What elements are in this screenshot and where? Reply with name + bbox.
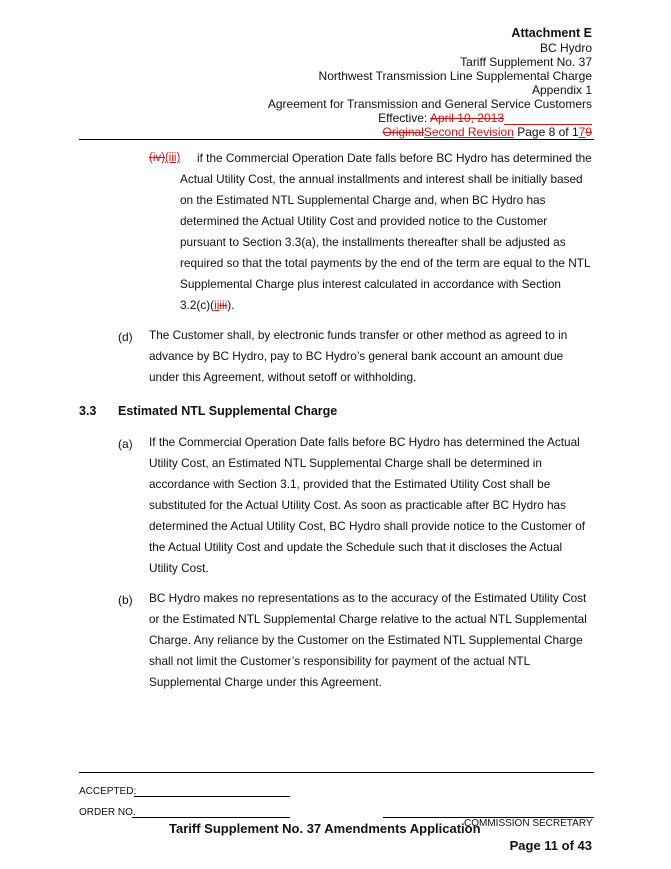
- item-iii-text-end: ).: [227, 298, 235, 312]
- effective-line: [378, 111, 592, 125]
- page-digit-deleted: 9: [585, 125, 592, 139]
- footer-page-number: Page 11 of 43: [509, 838, 592, 853]
- appendix-label: Appendix 1: [531, 83, 592, 97]
- item-a-paragraph: If the Commercial Operation Date falls before BC Hydro has determined the Actual Utility Cost, an Estimated NTL Supplemental Charge shall be determined in accordance with Section 3.1, provided that the Estimated Utility Cost shall be substituted for the Actual Utility Cost. As soon as practicable after BC Hydro has determined the Actual Utility Cost, BC Hydro shall provide notice to the Customer of the Actual Utility Cost and update the Schedule such that it discloses the Actual Utility Cost.: [149, 435, 586, 575]
- tariff-label: Tariff Supplement No. 37: [460, 55, 592, 69]
- item-iii-label: [149, 152, 180, 164]
- item-b-label: (b): [118, 593, 133, 607]
- effective-label: Effective:: [378, 111, 430, 125]
- revision-inserted: Second Revision: [423, 125, 514, 139]
- section-number: 3.3: [79, 404, 97, 418]
- revision-line: [382, 125, 592, 139]
- item-label-deleted: (iv): [149, 152, 165, 164]
- section-ref-deleted: iii: [219, 298, 228, 312]
- agreement-title: Agreement for Transmission and General Service Customers: [267, 97, 592, 111]
- item-d-paragraph: The Customer shall, by electronic funds transfer or other method as agreed to in advance by BC Hydro, pay to BC Hydro’s general bank account an amount due under this Agreement, without setoff or withholding.: [149, 328, 568, 384]
- footer-document-title: Tariff Supplement No. 37 Amendments Application: [169, 821, 481, 836]
- accepted-signature-line: [134, 796, 290, 797]
- item-iii-text: if the Commercial Operation Date falls before BC Hydro has determined the Actual Utility Cost, the annual installments and interest shall be initially based on the Estimated NTL Supplemental Charge and, when BC Hydro has determined the Actual Utility Cost and provided notice to the Customer pursuant to Section 3.3(a), the installments thereafter shall be adjusted as required so that the total payments by the end of the term are equal to the NTL Supplemental Charge plus interest calculated in accordance with Section 3.2(c)(: [180, 151, 592, 312]
- section-title: Estimated NTL Supplemental Charge: [118, 404, 338, 418]
- item-a-label: (a): [118, 437, 133, 451]
- effective-date-deleted: April 10, 2013: [429, 111, 504, 125]
- company-name: BC Hydro: [539, 41, 592, 55]
- section-ref-inserted: ii: [214, 298, 220, 312]
- order-no-line: [132, 817, 290, 818]
- item-label-inserted: (iii): [164, 152, 181, 164]
- accepted-label: ACCEPTED:: [79, 786, 137, 797]
- page-digit-inserted: 7: [578, 125, 586, 139]
- item-b-paragraph: BC Hydro makes no representations as to the accuracy of the Estimated Utility Cost or the Estimated NTL Supplemental Charge relative to the actual NTL Supplemental Charge. Any reliance by the Customer on the Estimated NTL Supplemental Charge shall not limit the Customer’s responsibility for payment of the actual NTL Supplemental Charge under this Agreement.: [149, 591, 587, 689]
- header-rule: [79, 139, 594, 140]
- page-of-label: Page 8 of 1: [513, 125, 579, 139]
- attachment-label: Attachment E: [511, 26, 592, 40]
- footer-rule: [79, 772, 594, 773]
- item-d-label: (d): [118, 330, 133, 344]
- item-iii-paragraph: [180, 148, 593, 316]
- revision-deleted: Original: [382, 125, 424, 139]
- charge-title: Northwest Transmission Line Supplemental Charge: [318, 69, 592, 83]
- commission-secretary-label: COMMISSION SECRETARY: [464, 818, 593, 829]
- order-no-label: ORDER NO.: [79, 807, 136, 818]
